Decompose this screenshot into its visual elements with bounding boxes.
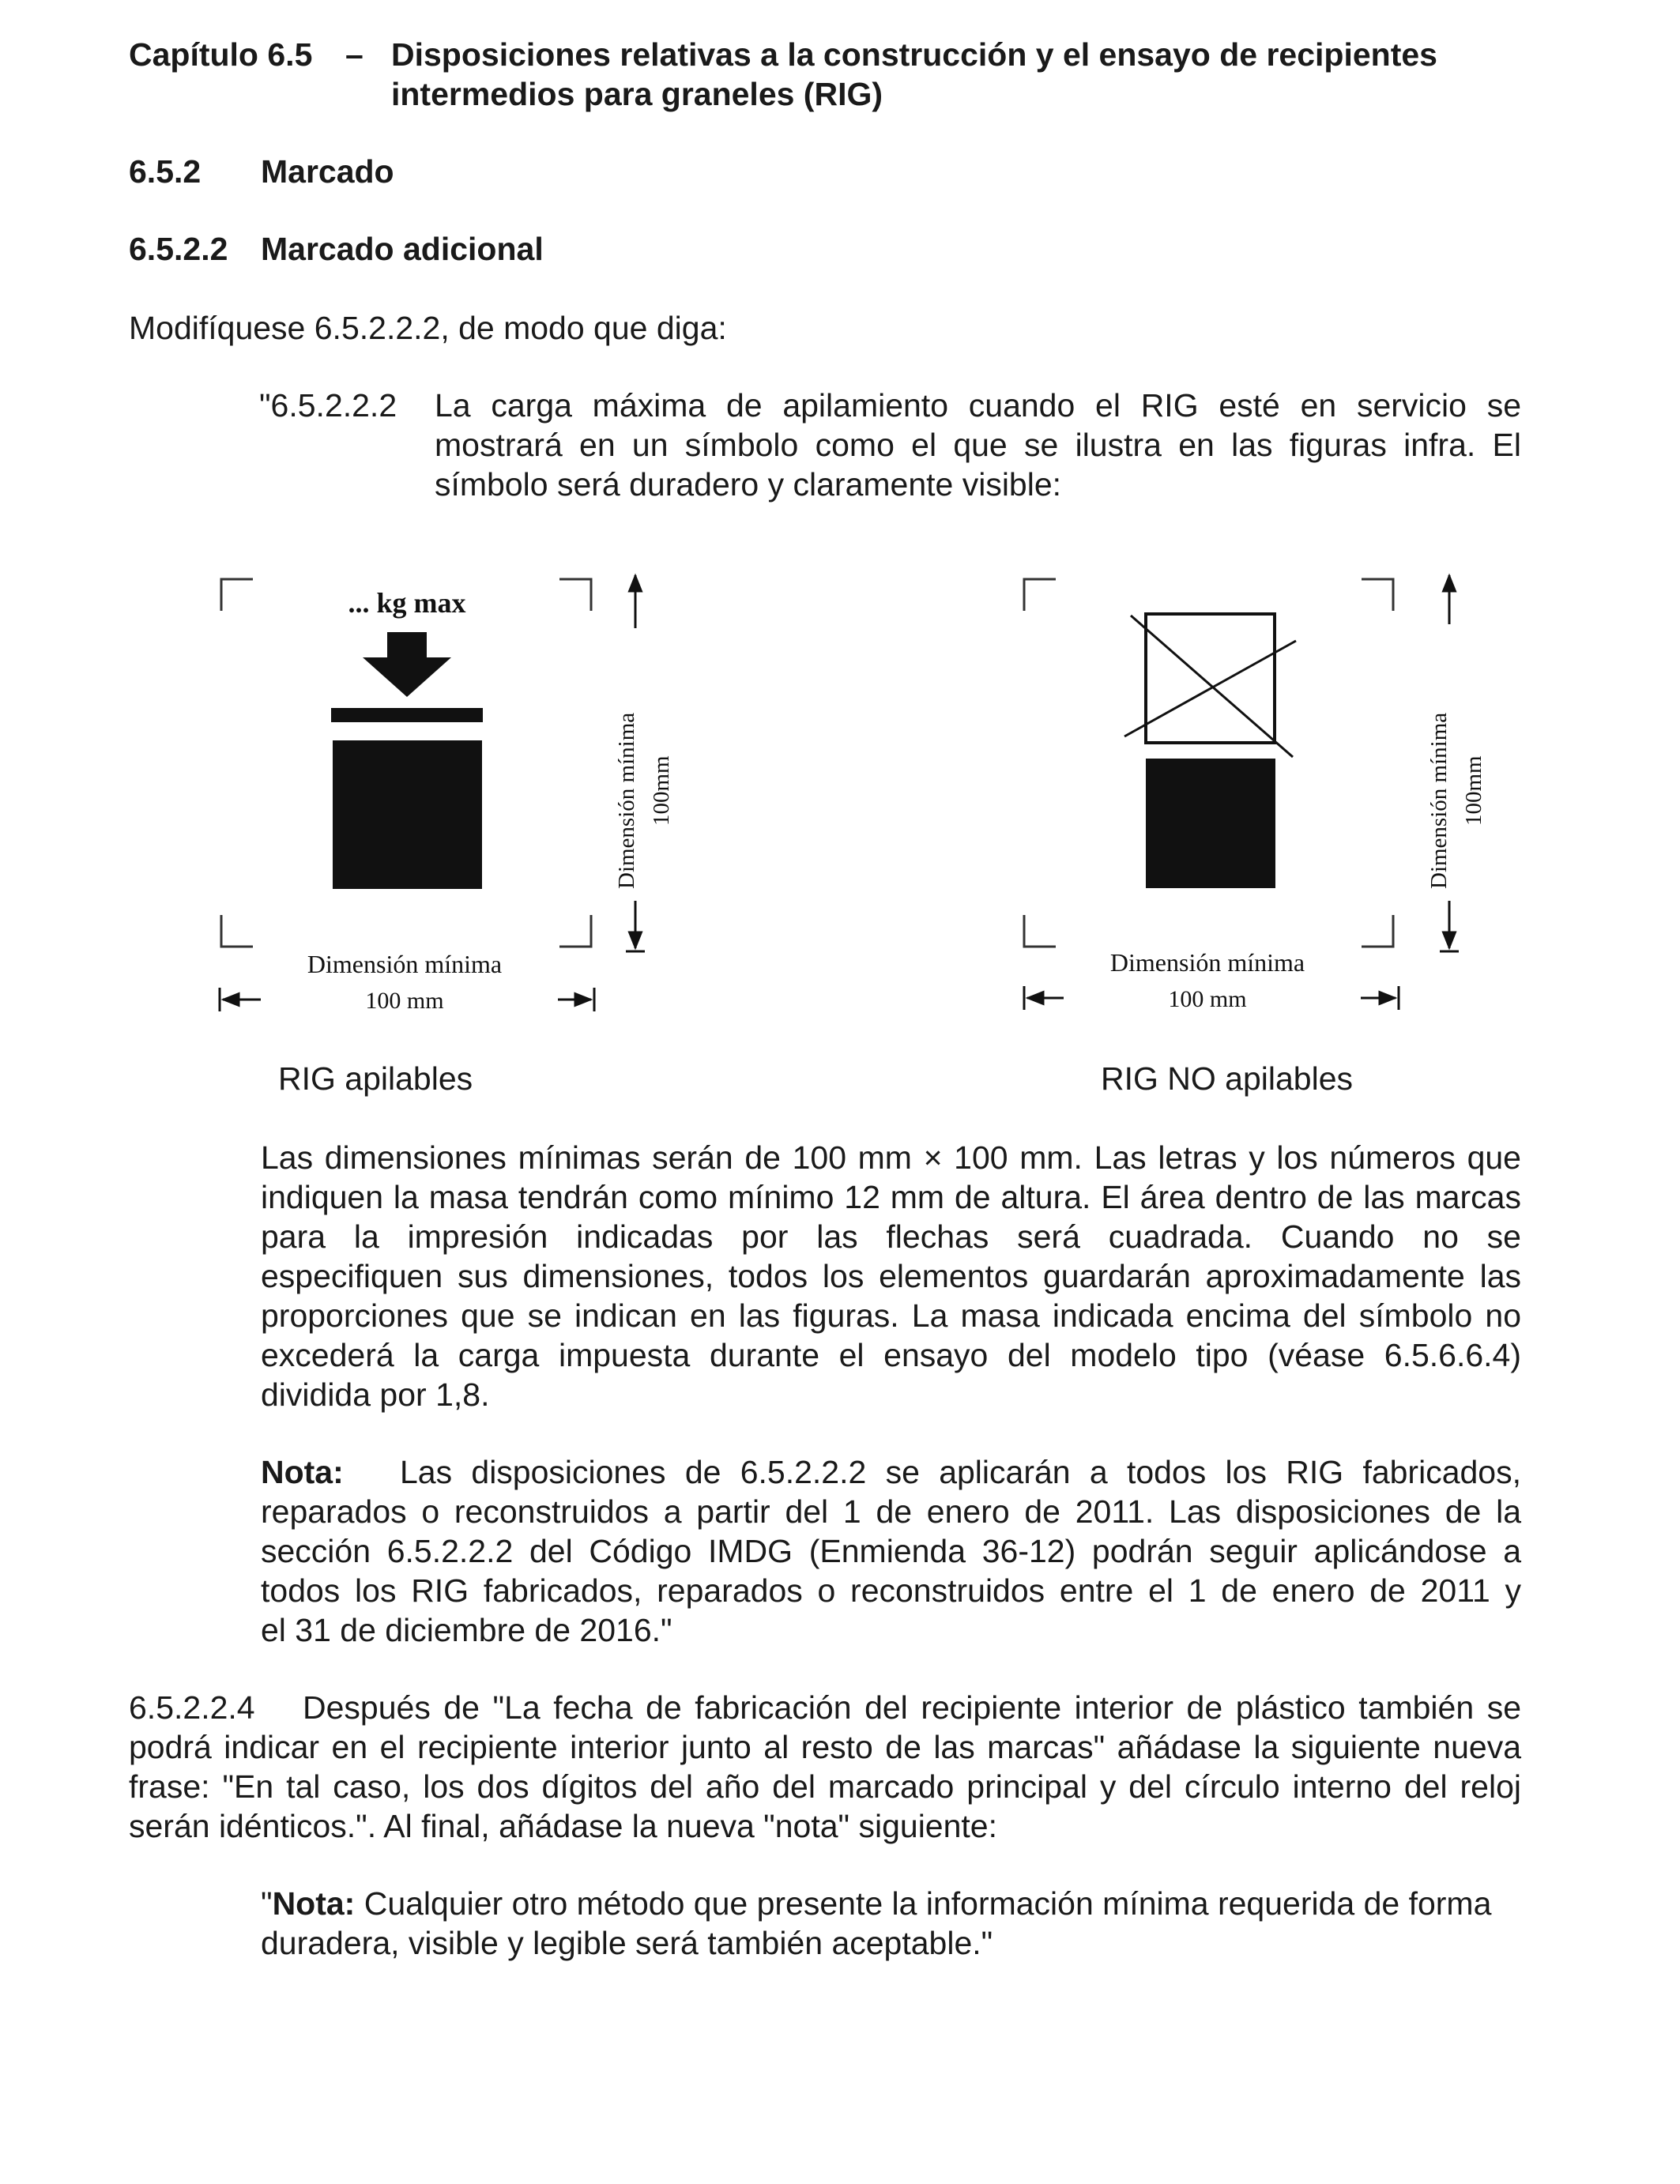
note1-line-2: reparados o reconstruidos a partir del 1 de enero de 2011. Las disposiciones de la <box>261 1493 1521 1530</box>
note2-open-quote: " <box>261 1885 273 1922</box>
para-6524-line-1: Después de "La fecha de fabricación del recipiente interior de plástico también se <box>303 1689 1521 1726</box>
dim-vertical-label-line2: 100mm <box>1461 755 1486 826</box>
corner-mark-top-right <box>1362 579 1393 611</box>
mass-label: ... kg max <box>348 587 466 619</box>
marking-figures <box>0 0 1680 1075</box>
section-number-6522: 6.5.2.2 <box>129 231 228 267</box>
dim-vertical-label-line2: 100mm <box>649 755 674 826</box>
corner-mark-bottom-left <box>1024 915 1056 947</box>
dim-vertical-label-line1: Dimensión mínima <box>1426 712 1452 889</box>
para-6524-number: 6.5.2.2.4 <box>129 1689 255 1726</box>
chapter-dash: – <box>345 36 363 73</box>
package-square <box>333 740 482 889</box>
dim-horizontal-label-line2: 100 mm <box>365 988 444 1014</box>
section-number-652: 6.5.2 <box>129 153 202 190</box>
chapter-label: Capítulo 6.5 <box>129 36 313 73</box>
load-bar <box>331 708 483 722</box>
dim-horizontal-label-line2: 100 mm <box>1168 986 1247 1012</box>
intro-text: Modifíquese 6.5.2.2.2, de modo que diga: <box>129 310 727 346</box>
note2-line-2: duradera, visible y legible será también aceptable." <box>261 1925 993 1961</box>
note2-line-1 <box>261 1884 1491 1923</box>
body-line-6: excederá la carga impuesta durante el ensayo del modelo tipo (véase 6.5.6.6.4) <box>261 1337 1521 1373</box>
body-line-7: dividida por 1,8. <box>261 1376 490 1413</box>
corner-mark-bottom-right <box>1362 915 1393 947</box>
quote-line1: La carga máxima de apilamiento cuando el RIG esté en servicio se <box>435 387 1521 424</box>
note1-line-1: Las disposiciones de 6.5.2.2.2 se aplicarán a todos los RIG fabricados, <box>400 1454 1521 1490</box>
corner-mark-top-right <box>559 579 591 611</box>
down-arrow-icon <box>363 632 451 697</box>
stackable-symbol-figure <box>220 574 674 1014</box>
cross-line-2 <box>1124 641 1296 736</box>
body-line-2: indiquen la masa tendrán como mínimo 12 mm de altura. El área dentro de las marcas <box>261 1179 1521 1215</box>
para-6524-line-3: frase: "En tal caso, los dos dígitos del año del marcado principal y del círculo interno del reloj <box>129 1768 1521 1805</box>
body-line-1: Las dimensiones mínimas serán de 100 mm × 100 mm. Las letras y los números que <box>261 1139 1521 1176</box>
quote-line3: símbolo será duradero y claramente visible: <box>435 466 1062 503</box>
section-title-marcado-adicional: Marcado adicional <box>261 231 544 267</box>
body-line-3: para la impresión indicadas por las flechas será cuadrada. Cuando no se <box>261 1218 1521 1255</box>
corner-mark-bottom-left <box>221 915 253 947</box>
corner-mark-bottom-right <box>559 915 591 947</box>
section-title-marcado: Marcado <box>261 153 394 190</box>
note1-line-3: sección 6.5.2.2.2 del Código IMDG (Enmienda 36-12) podrán seguir aplicándose a <box>261 1533 1521 1569</box>
dim-horizontal-label-line1: Dimensión mínima <box>1109 948 1305 977</box>
chapter-title-line2: intermedios para graneles (RIG) <box>391 76 883 112</box>
non-stackable-symbol-figure <box>1024 575 1486 1012</box>
note1-line-5: el 31 de diciembre de 2016." <box>261 1612 672 1648</box>
corner-mark-top-left <box>221 579 253 611</box>
chapter-title-line1: Disposiciones relativas a la construcción y el ensayo de recipientes <box>391 36 1437 73</box>
note2-label: Nota: <box>272 1885 356 1922</box>
body-line-4: especifiquen sus dimensiones, todos los elementos guardarán aproximadamente las <box>261 1258 1521 1294</box>
note2-text-1: Cualquier otro método que presente la información mínima requerida de forma <box>355 1885 1492 1922</box>
package-square <box>1146 759 1275 888</box>
quote-number: "6.5.2.2.2 <box>259 387 397 424</box>
para-6524-line-4: serán idénticos.". Al final, añádase la nueva "nota" siguiente: <box>129 1808 997 1844</box>
para-6524-line-2: podrá indicar en el recipiente interior junto al resto de las marcas" añádase la siguiente nueva <box>129 1729 1521 1765</box>
note1-label: Nota: <box>261 1454 344 1490</box>
dim-horizontal-label-line1: Dimensión mínima <box>307 950 503 978</box>
dim-vertical-label-line1: Dimensión mínima <box>614 712 639 889</box>
caption-stackable: RIG apilables <box>278 1060 473 1097</box>
body-line-5: proporciones que se indican en las figuras. La masa indicada encima del símbolo no <box>261 1297 1521 1334</box>
cross-line-1 <box>1131 616 1293 757</box>
quote-line2: mostrará en un símbolo como el que se ilustra en las figuras infra. El <box>435 427 1521 463</box>
corner-mark-top-left <box>1024 579 1056 611</box>
note1-line-4: todos los RIG fabricados, reparados o reconstruidos entre el 1 de enero de 2011 y <box>261 1572 1521 1609</box>
caption-non-stackable: RIG NO apilables <box>1101 1060 1354 1097</box>
